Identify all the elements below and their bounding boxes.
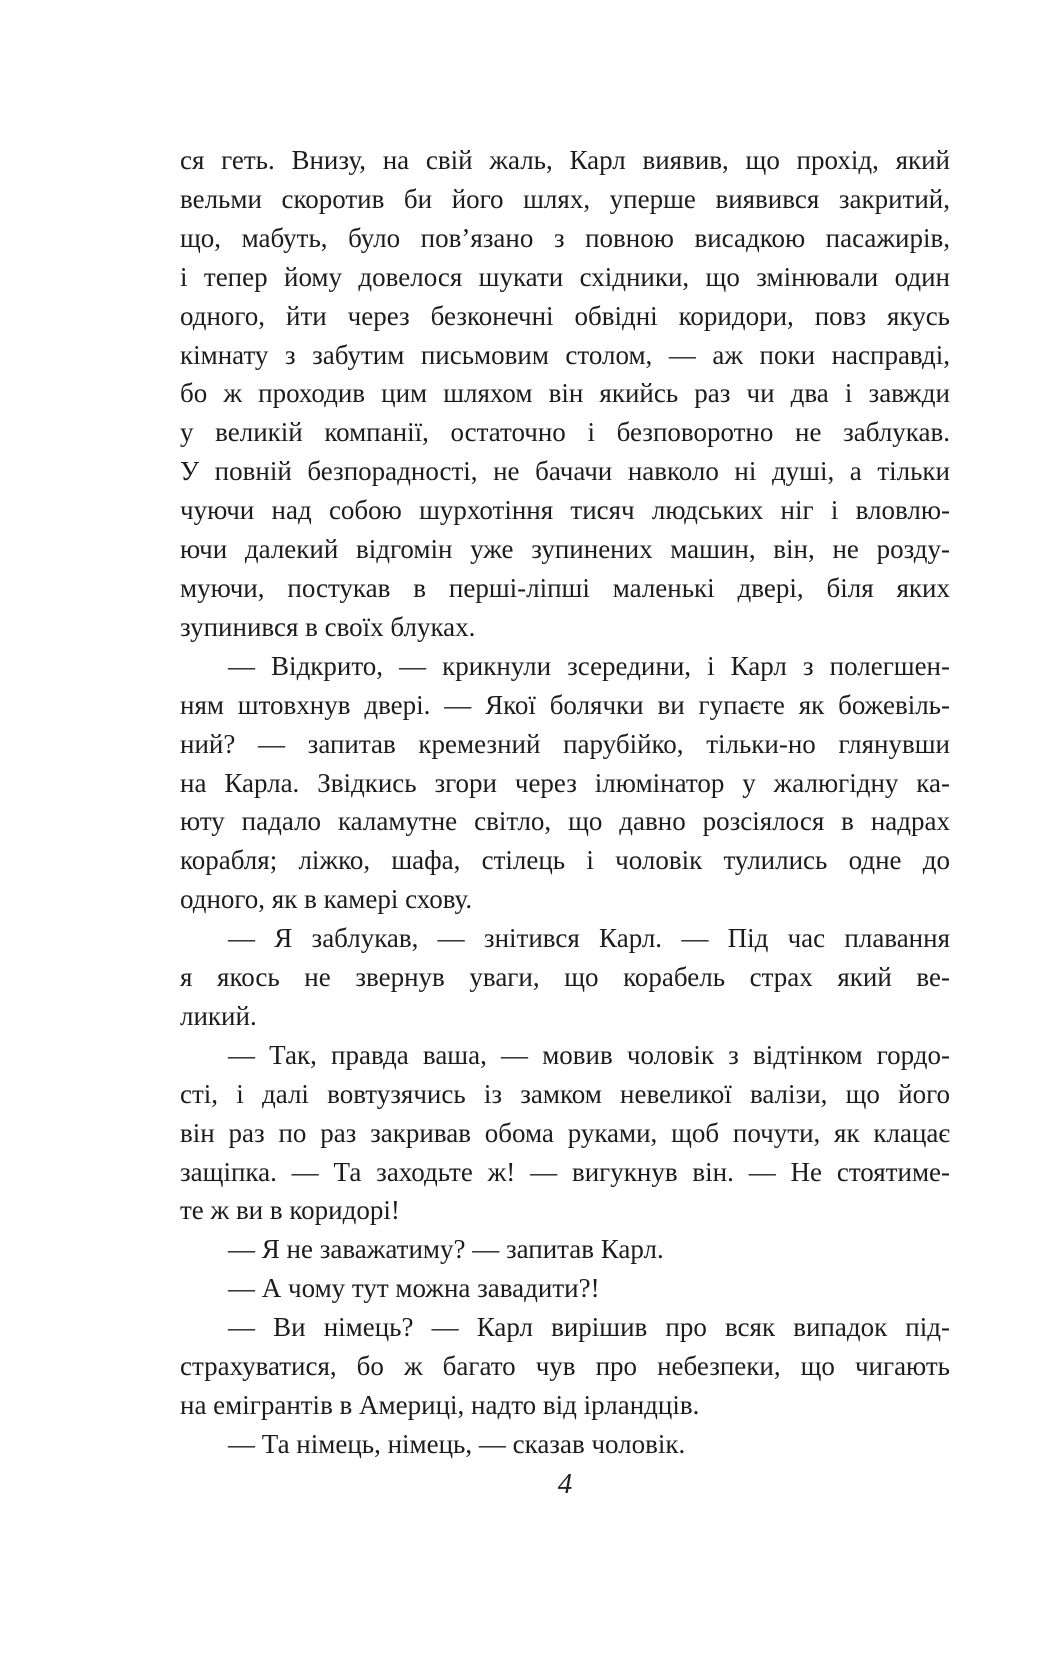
paragraph <box>180 1230 950 1269</box>
paragraph <box>180 1425 950 1464</box>
text-line: чуючи над собою шурхотіння тисяч людських ніг і вловлю- <box>180 495 950 526</box>
text-line: — А чому тут можна завадити?! <box>228 1273 600 1304</box>
page-number: 4 <box>557 1468 573 1500</box>
text-line: бо ж проходив цим шляхом він якийсь раз чи два і завжди <box>180 378 950 409</box>
text-line: і тепер йому довелося шукати східники, що змінювали один <box>180 261 950 292</box>
text-line: одного, як в камері схову. <box>180 884 473 915</box>
text-line: юту падало каламутне світло, що давно розсіялося в надрах <box>180 806 950 837</box>
text-line: ся геть. Внизу, на свій жаль, Карл виявив, що прохід, який <box>180 145 950 175</box>
text-line: — Я не заважатиму? — запитав Карл. <box>228 1234 664 1265</box>
text-line: зупинився в своїх блуках. <box>180 611 476 642</box>
text-line: муючи, постукав в перші-ліпші маленькі двері, біля яких <box>180 572 950 603</box>
text-line: защіпка. — Та заходьте ж! — вигукнув він. — Не стоятиме- <box>180 1156 950 1187</box>
text-line: вельми скоротив би його шлях, уперше виявився закритий, <box>180 183 950 214</box>
text-line: на емігрантів в Америці, надто від ірландців. <box>180 1390 700 1420</box>
text-line: — Ви німець? — Карл вирішив про всяк випадок під- <box>228 1312 950 1343</box>
text-line: страхуватися, бо ж багато чув про небезпеки, що чигають <box>180 1351 950 1382</box>
text-line: у великій компанії, остаточно і безповоротно не заблукав. <box>180 417 950 448</box>
text-line: — Я заблукав, — знітився Карл. — Під час плавання <box>228 923 950 954</box>
text-line: що, мабуть, було пов’язано з повною висадкою пасажирів, <box>180 222 950 253</box>
text-line: ний? — запитав кремезний парубійко, тільки-но глянувши <box>180 728 950 759</box>
paragraph <box>180 647 950 919</box>
paragraph <box>180 1308 950 1425</box>
text-line: ликий. <box>180 1000 257 1031</box>
text-line: я якось не звернув уваги, що корабель страх який ве- <box>180 962 950 993</box>
text-line: корабля; ліжко, шафа, стілець і чоловік тулились одне до <box>180 845 950 876</box>
paragraph <box>180 919 950 1036</box>
paragraph <box>180 1269 950 1308</box>
text-line: — Відкрито, — крикнули зсередини, і Карл з полегшен- <box>228 650 950 681</box>
text-line: У повній безпорадності, не бачачи навколо ні душі, а тільки <box>180 456 950 487</box>
text-line: сті, і далі вовтузячись із замком невеликої валізи, що його <box>180 1078 950 1109</box>
text-line: на Карла. Звідкись згори через ілюмінатор у жалюгідну ка- <box>180 767 950 798</box>
text-line: — Так, правда ваша, — мовив чоловік з відтінком гордо- <box>228 1039 950 1070</box>
paragraph <box>180 1036 950 1231</box>
text-line: він раз по раз закривав обома руками, щоб почути, як клацає <box>180 1117 950 1148</box>
text-line: — Та німець, німець, — сказав чоловік. <box>228 1428 686 1459</box>
paragraph <box>180 141 950 647</box>
text-line: кімнату з забутим письмовим столом, — аж поки насправді, <box>180 339 950 370</box>
text-line: ням штовхнув двері. — Якої болячки ви гупаєте як божевіль- <box>180 689 950 720</box>
page-text <box>180 141 950 1464</box>
text-line: ючи далекий відгомін уже зупинених машин, він, не розду- <box>180 534 950 565</box>
text-line: одного, йти через безконечні обвідні коридори, повз якусь <box>180 300 950 331</box>
text-line: те ж ви в коридорі! <box>180 1195 400 1226</box>
